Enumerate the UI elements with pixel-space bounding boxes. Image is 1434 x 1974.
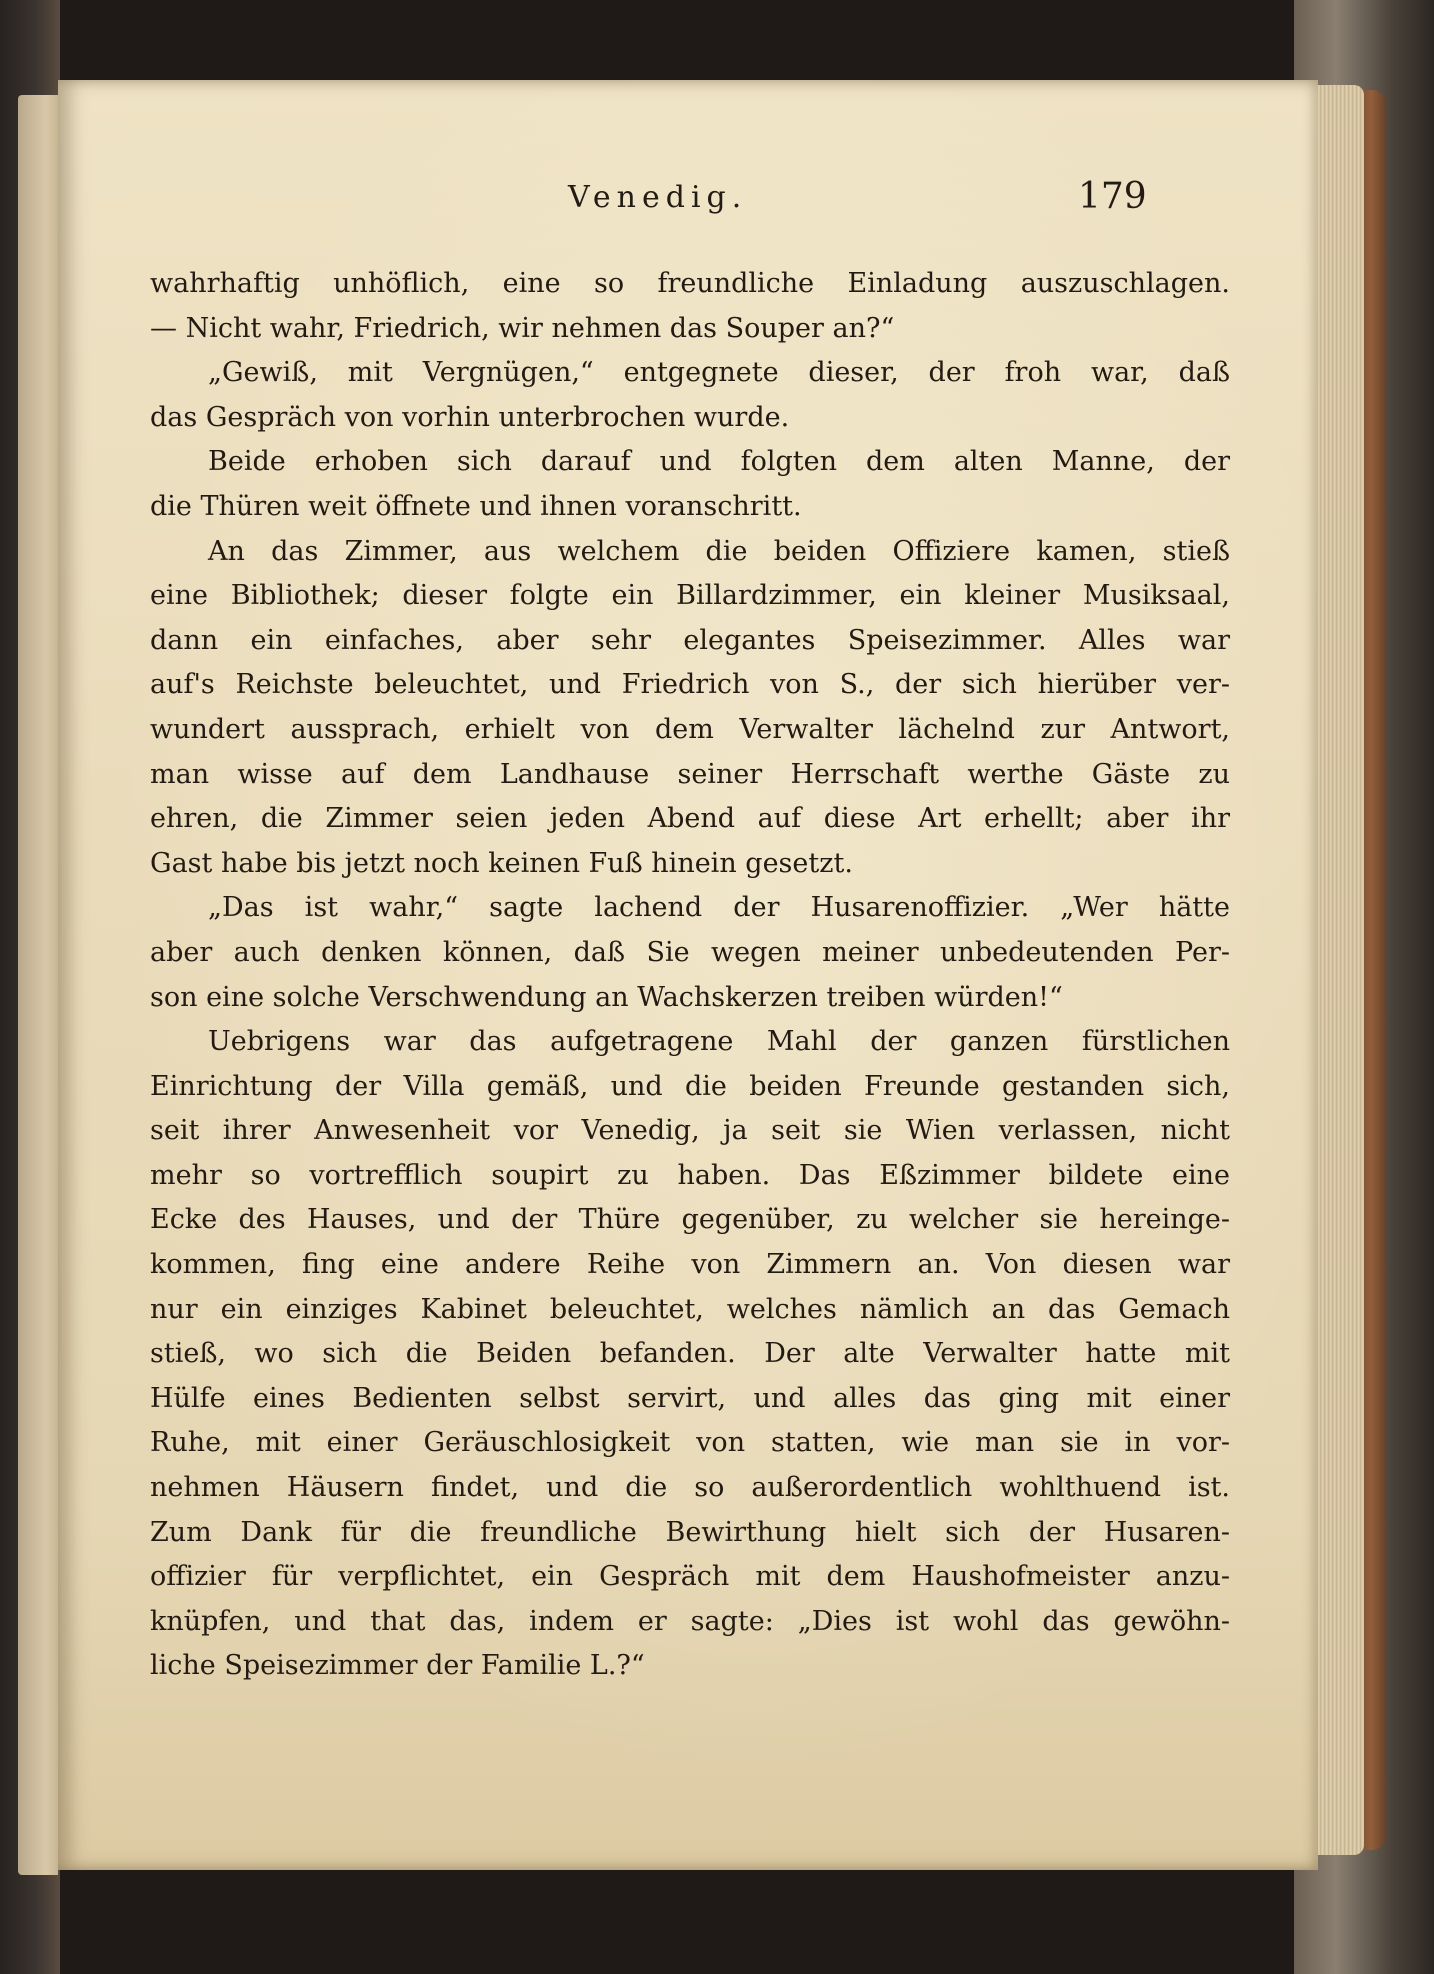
text-line: liche Speisezimmer der Familie L.?“ — [150, 1650, 645, 1682]
text-line: Gast habe bis jetzt noch keinen Fuß hinein gesetzt. — [150, 847, 853, 879]
text-line: Beide erhoben sich darauf und folgten dem alten Manne, der — [208, 446, 1230, 478]
page-number: 179 — [1078, 176, 1147, 217]
text-line: stieß, wo sich die Beiden befanden. Der alte Verwalter hatte mit — [150, 1338, 1230, 1370]
text-line: eine Bibliothek; dieser folgte ein Billardzimmer, ein kleiner Musiksaal, — [150, 580, 1230, 612]
text-line: Einrichtung der Villa gemäß, und die beiden Freunde gestanden sich, — [150, 1070, 1230, 1102]
text-line: wundert aussprach, erhielt von dem Verwalter lächelnd zur Antwort, — [150, 713, 1230, 745]
book-page — [58, 80, 1318, 1870]
text-line: Uebrigens war das aufgetragene Mahl der ganzen fürstlichen — [208, 1026, 1230, 1058]
running-title: Venedig. — [568, 180, 748, 215]
body-text — [150, 262, 1230, 1689]
text-line: kommen, fing eine andere Reihe von Zimmern an. Von diesen war — [150, 1249, 1230, 1281]
text-line: Hülfe eines Bedienten selbst servirt, und alles das ging mit einer — [150, 1382, 1230, 1414]
text-line: — Nicht wahr, Friedrich, wir nehmen das Souper an?“ — [150, 312, 895, 344]
text-line: aber auch denken können, daß Sie wegen meiner unbedeutenden Per- — [150, 936, 1230, 968]
text-line: nur ein einziges Kabinet beleuchtet, welches nämlich an das Gemach — [150, 1293, 1230, 1325]
text-line: mehr so vortrefflich soupirt zu haben. Das Eßzimmer bildete eine — [150, 1159, 1230, 1191]
text-line: „Gewiß, mit Vergnügen,“ entgegnete dieser, der froh war, daß — [208, 357, 1230, 389]
text-line: knüpfen, und that das, indem er sagte: „Dies ist wohl das gewöhn- — [150, 1605, 1230, 1637]
text-line: dann ein einfaches, aber sehr elegantes Speisezimmer. Alles war — [150, 624, 1230, 656]
text-line: „Das ist wahr,“ sagte lachend der Husarenoffizier. „Wer hätte — [208, 892, 1230, 924]
text-line: nehmen Häusern findet, und die so außerordentlich wohlthuend ist. — [150, 1472, 1230, 1504]
facing-page-edge — [18, 95, 58, 1875]
text-line: An das Zimmer, aus welchem die beiden Offiziere kamen, stieß — [208, 535, 1230, 567]
running-head — [58, 176, 1318, 230]
text-line: auf's Reichste beleuchtet, und Friedrich von S., der sich hierüber ver- — [150, 669, 1230, 701]
text-line: man wisse auf dem Landhause seiner Herrschaft werthe Gäste zu — [150, 758, 1230, 790]
text-line: Zum Dank für die freundliche Bewirthung hielt sich der Husaren- — [150, 1516, 1230, 1548]
text-line: Ruhe, mit einer Geräuschlosigkeit von statten, wie man sie in vor- — [150, 1427, 1230, 1459]
text-line: seit ihrer Anwesenheit vor Venedig, ja seit sie Wien verlassen, nicht — [150, 1115, 1230, 1147]
text-line: das Gespräch von vorhin unterbrochen wurde. — [150, 401, 790, 433]
text-line: offizier für verpflichtet, ein Gespräch mit dem Haushofmeister anzu- — [150, 1561, 1230, 1593]
text-line: die Thüren weit öffnete und ihnen voranschritt. — [150, 490, 802, 522]
text-line: wahrhaftig unhöflich, eine so freundliche Einladung auszuschlagen. — [150, 268, 1230, 299]
text-line: son eine solche Verschwendung an Wachskerzen treiben würden!“ — [150, 981, 1063, 1013]
text-line: Ecke des Hauses, und der Thüre gegenüber, zu welcher sie hereinge- — [150, 1204, 1230, 1236]
text-line: ehren, die Zimmer seien jeden Abend auf diese Art erhellt; aber ihr — [150, 803, 1230, 835]
